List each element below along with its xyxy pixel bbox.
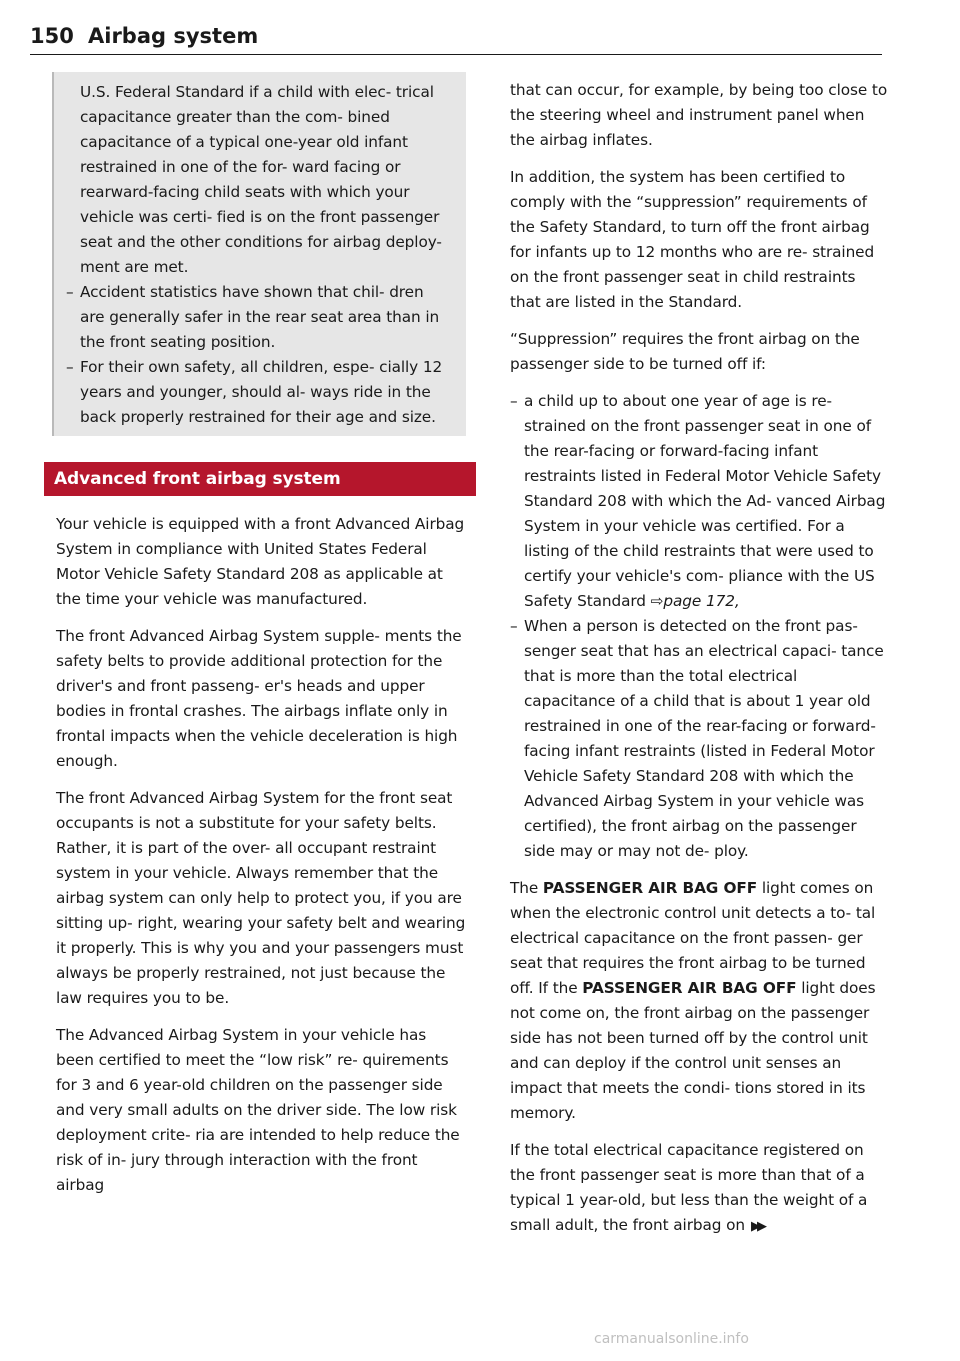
section-title: Airbag system bbox=[88, 24, 259, 48]
list-item bbox=[510, 389, 888, 614]
paragraph bbox=[510, 1138, 888, 1239]
page-reference-link[interactable]: ⇨page 172, bbox=[650, 592, 740, 610]
paragraph: In addition, the system has been certified to comply with the “suppression” requirements of the Safety Standard, to turn off the front airbag for infants up to 12 months who are re- strained on the front passenger seat in child restraints that are listed in the Standard. bbox=[510, 168, 875, 311]
subsection-heading: Advanced front airbag system bbox=[44, 462, 476, 496]
paragraph: “Suppression” requires the front airbag on the passenger side to be turned off if: bbox=[510, 330, 860, 373]
warning-bullets bbox=[66, 280, 452, 430]
paragraph: The front Advanced Airbag System supple- ments the safety belts to provide additional protection for the driver's and front passeng- er's heads and upper bodies in frontal crashes. The airbags inflate only in frontal impacts when the vehicle deceleration is high enough. bbox=[56, 627, 462, 770]
text-run: light comes on when the electronic control unit detects a to- tal electrical capacitance on the front passen- ger seat that requires the front airbag to be turned off. If the bbox=[510, 879, 876, 997]
warning-bullet: – Accident statistics have shown that chil- dren are generally safer in the rear seat area than in the front seating position. bbox=[66, 280, 452, 355]
text-run: light does not come on, the front airbag on the passenger side has not been turned off by the control unit and can deploy if the control unit senses an impact that meets the condi- tions stored in its memory. bbox=[510, 979, 876, 1122]
warning-box bbox=[52, 72, 466, 436]
indicator-name: PASSENGER AIR BAG OFF bbox=[542, 879, 758, 897]
suppression-conditions-list bbox=[510, 389, 888, 864]
continue-arrow-icon: ▶▶ bbox=[751, 1219, 763, 1234]
indicator-name: PASSENGER AIR BAG OFF bbox=[582, 979, 797, 997]
left-column bbox=[56, 72, 466, 1210]
paragraph: The front Advanced Airbag System for the front seat occupants is not a substitute for your safety belts. Rather, it is part of the over- all occupant restraint system in your vehicle. Always remember that the airbag system can only help to protect you, if you are sitting up- right, wearing your safety belt and wearing it properly. This is why you and your passengers must always be properly restrained, not just because the law requires you to be. bbox=[56, 789, 466, 1007]
right-column bbox=[510, 78, 888, 1251]
paragraph: Your vehicle is equipped with a front Advanced Airbag System in compliance with United States Federal Motor Vehicle Safety Standard 208 as applicable at the time your vehicle was manufactured. bbox=[56, 515, 465, 608]
text-run: If the total electrical capacitance registered on the front passenger seat is more than that of a typical 1 year-old, but less than the weight of a small adult, the front airbag on bbox=[510, 1141, 868, 1234]
list-item: – When a person is detected on the front pas- senger seat that has an electrical capaci- tance that is more than the total electrical capacitance of a child that is about 1 year old restrained in one of the rear-facing or forward-facing infant restraints (listed in Federal Motor Vehicle Safety Standard 208 with which the Advanced Airbag System in your vehicle was certified), the front airbag on the passenger side may or may not de- ploy. bbox=[510, 614, 888, 864]
page-number: 150 bbox=[30, 24, 74, 48]
paragraph bbox=[510, 876, 888, 1126]
page-header bbox=[30, 24, 882, 55]
paragraph: The Advanced Airbag System in your vehicle has been certified to meet the “low risk” re- quirements for 3 and 6 year-old children on the passenger side and very small adults on the driver side. The low risk deployment crite- ria are intended to help reduce the risk of in- jury through interaction with the front airbag bbox=[56, 1026, 460, 1194]
text-run: The bbox=[510, 879, 539, 897]
warning-bullet: – For their own safety, all children, espe- cially 12 years and younger, should al- ways ride in the back properly restrained for their age and size. bbox=[66, 355, 452, 430]
watermark: carmanualsonline.info bbox=[594, 1331, 749, 1347]
paragraph: that can occur, for example, by being too close to the steering wheel and instrument panel when the airbag inflates. bbox=[510, 81, 888, 149]
list-item-text: a child up to about one year of age is re- strained on the front passenger seat in one of the rear-facing or forward-facing infant restraints listed in Federal Motor Vehicle Safety Standard 208 with which the Ad- vanced Airbag System in your vehicle was certified. For a listing of the child restraints that were used to certify your vehicle's com- pliance with the US Safety Standard bbox=[524, 392, 886, 610]
warning-intro: U.S. Federal Standard if a child with elec- trical capacitance greater than the com- bined capacitance of a typical one-year old infant restrained in one of the for- ward facing or rearward-facing child seats with which your vehicle was certi- fied is on the front passenger seat and the other conditions for airbag deploy- ment are met. bbox=[80, 83, 442, 276]
